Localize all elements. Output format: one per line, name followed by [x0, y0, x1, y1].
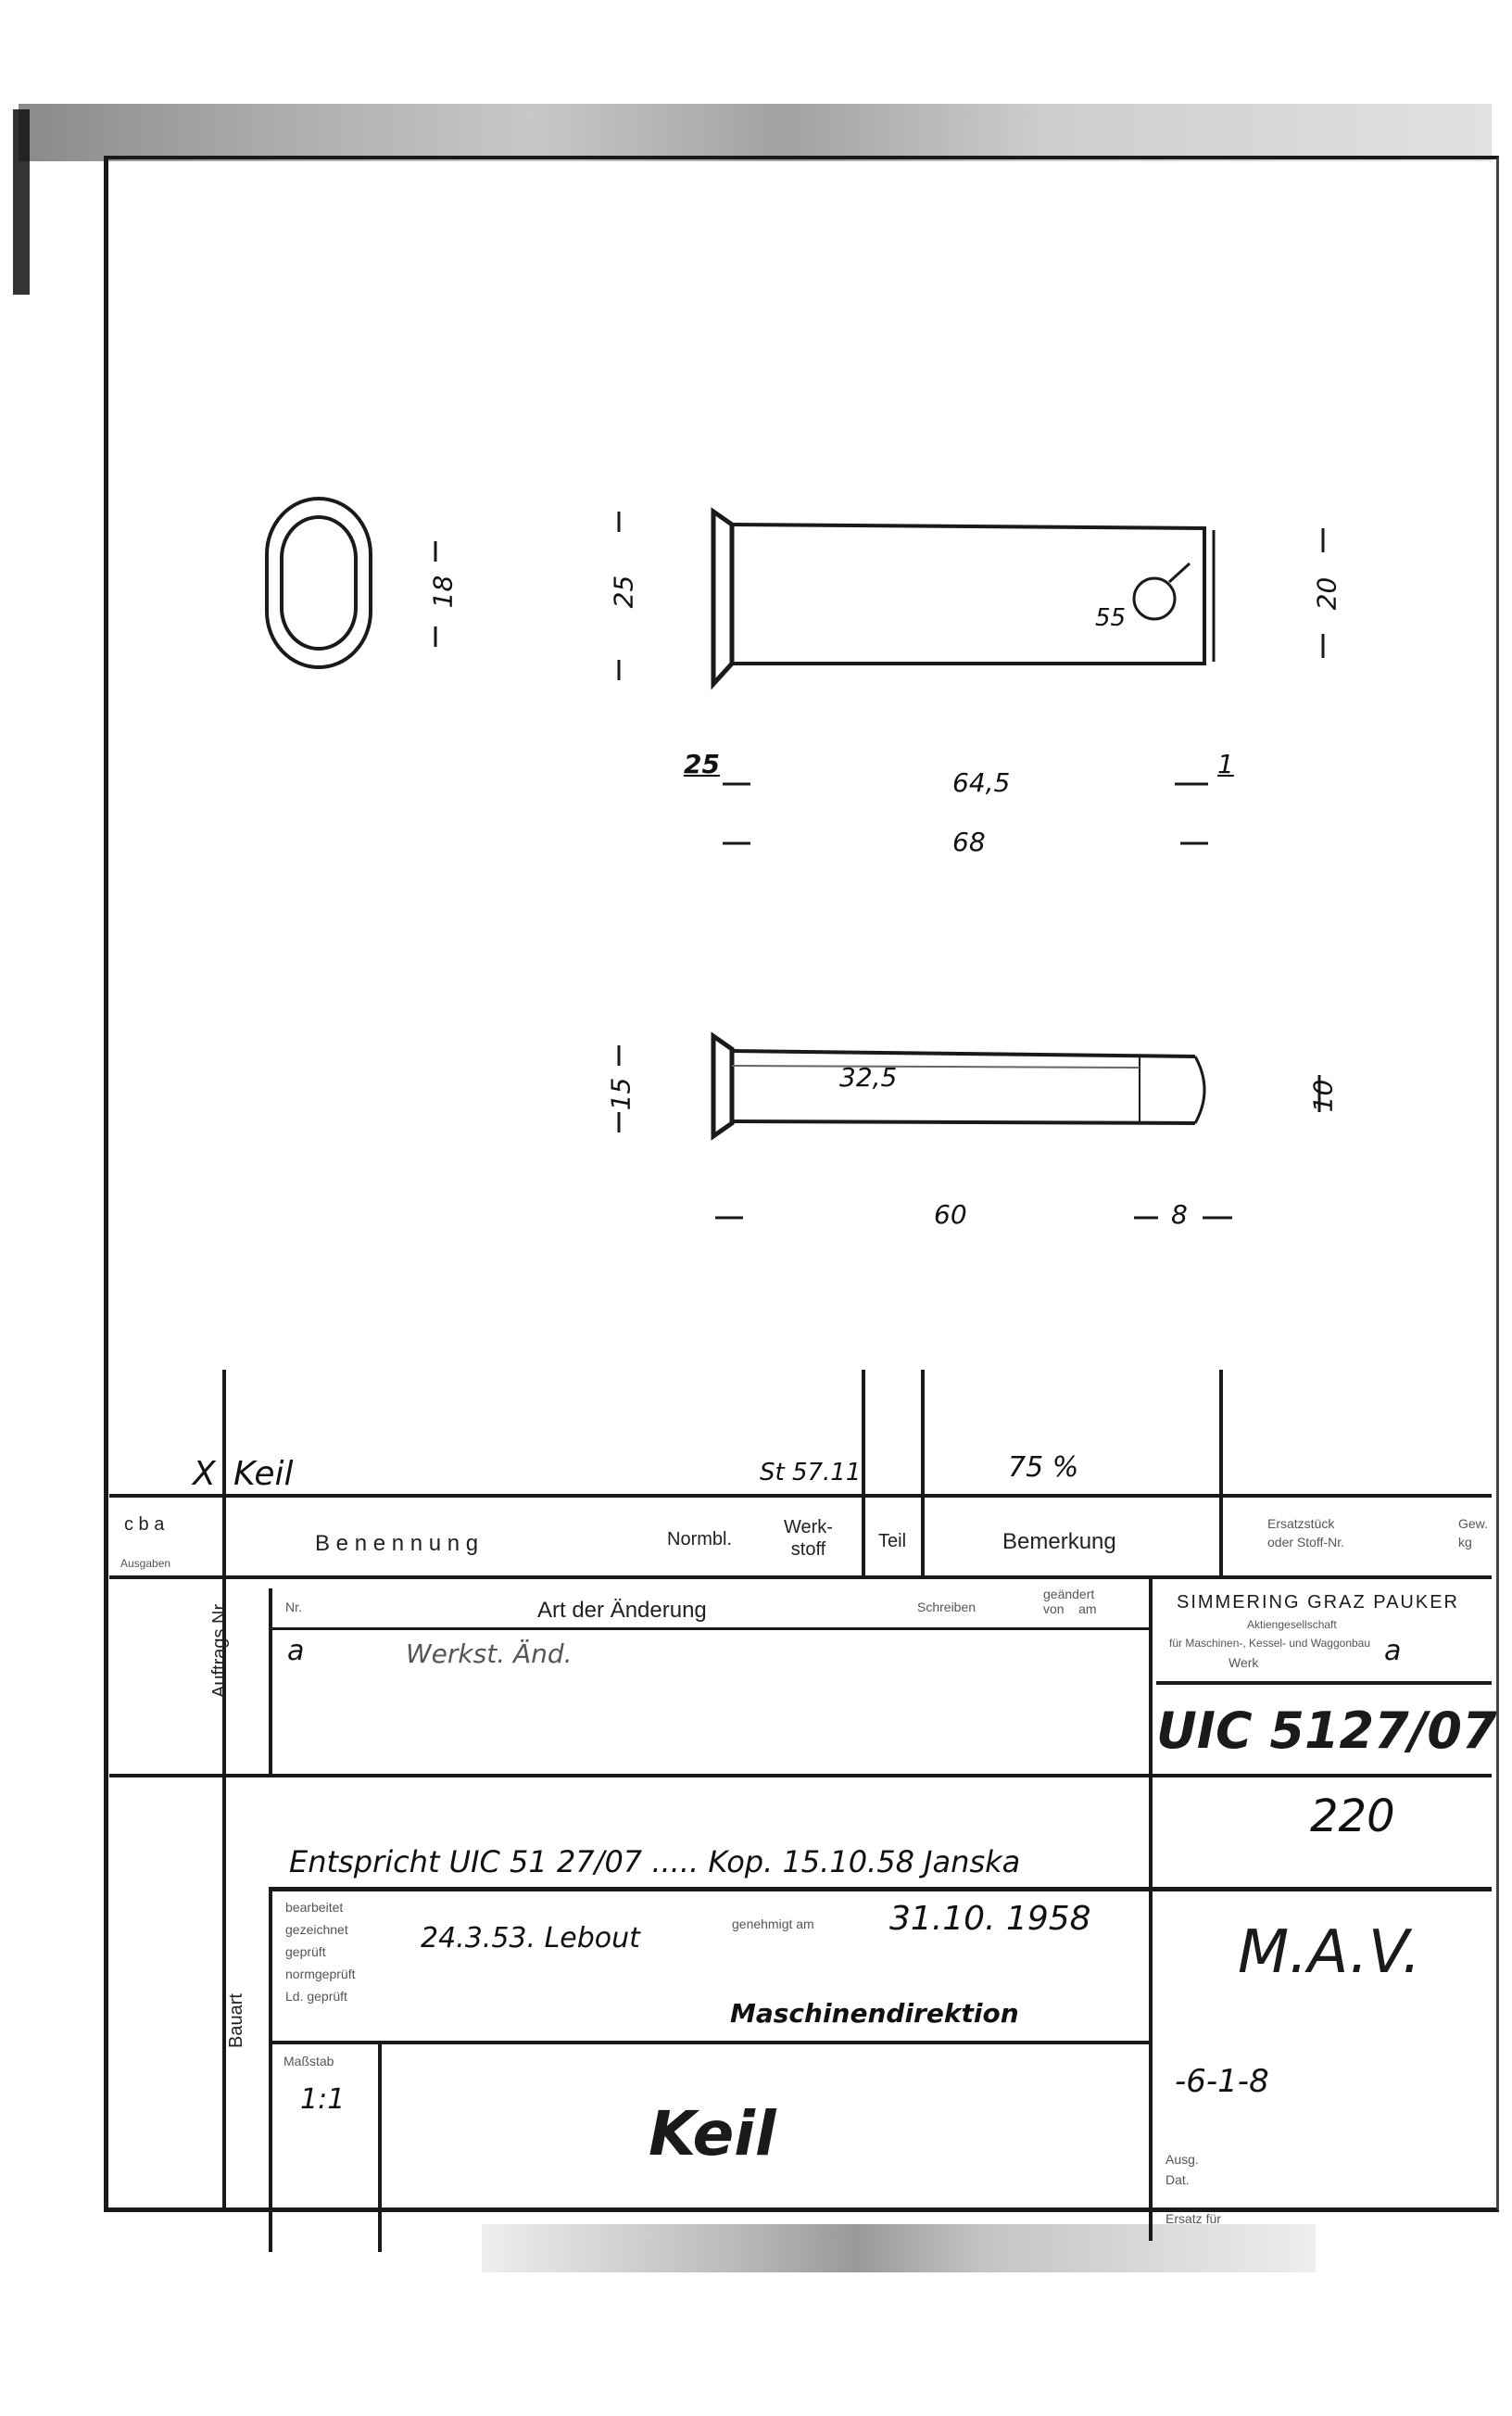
label-genehmigt: genehmigt am: [732, 1916, 814, 1931]
rule-scale-divider: [378, 2041, 382, 2252]
label-normgeprueft: normgeprüft: [285, 1967, 356, 1981]
header-ersatzstueck: Ersatzstück oder Stoff-Nr.: [1267, 1516, 1345, 1550]
drawn-by: 24.3.53. Lebout: [421, 1922, 640, 1954]
drawing-number: UIC 5127/07: [1156, 1701, 1497, 1760]
part-title: Keil: [649, 2098, 776, 2169]
parts-note: 75 %: [1008, 1451, 1079, 1484]
rule-title-top: [269, 2041, 1149, 2044]
side-view-top: [713, 512, 1214, 684]
dim-18: 18: [427, 575, 459, 609]
label-geprueft: geprüft: [285, 1944, 326, 1959]
rule-entspricht: [269, 1887, 1492, 1891]
rule-parts-top: [109, 1494, 1492, 1498]
dim-20: 20: [1311, 576, 1342, 611]
change-letter: a: [287, 1635, 305, 1667]
end-view-inner: [282, 517, 356, 649]
header-ausgaben: Ausgaben: [120, 1557, 171, 1570]
dim-32-5: 32,5: [839, 1062, 898, 1093]
label-ersatz-fuer: Ersatz für: [1166, 2211, 1221, 2226]
rule-signature-left: [269, 1887, 272, 2252]
rule-vertical-a: [222, 1370, 226, 2209]
header-werkstoff: Werk- stoff: [784, 1517, 833, 1560]
entspricht-note: Entspricht UIC 51 27/07 ..... Kop. 15.10.58 Janska: [289, 1844, 1021, 1879]
sheet-number: 220: [1310, 1790, 1395, 1842]
dim-68: 68: [952, 827, 986, 857]
dim-25: 25: [608, 575, 639, 609]
parts-name: Keil: [233, 1455, 294, 1493]
surface-roughness-55: 55: [1095, 604, 1127, 632]
header-normblatt: Normbl.: [667, 1529, 733, 1550]
parts-material: St 57.11: [760, 1459, 862, 1486]
label-auftrags-nr: Auftrags Nr.: [209, 1600, 230, 1698]
header-teil: Teil: [878, 1531, 907, 1551]
label-schreiben: Schreiben: [917, 1600, 976, 1614]
change-text: Werkst. Änd.: [406, 1638, 573, 1669]
header-gewicht: Gew. kg: [1458, 1516, 1488, 1550]
header-cba: c b a: [124, 1514, 165, 1535]
parts-mark: X: [193, 1455, 216, 1493]
dim-60: 60: [934, 1199, 967, 1230]
dim-1: 1: [1217, 749, 1234, 779]
label-ld-geprueft: Ld. geprüft: [285, 1989, 347, 2004]
header-bemerkung: Bemerkung: [1002, 1529, 1116, 1554]
dim-64-5: 64,5: [952, 767, 1011, 798]
company-subtitle: Aktiengesellschaft: [1247, 1618, 1337, 1631]
rule-changes-header: [269, 1627, 1149, 1630]
rule-number-top: [1156, 1681, 1492, 1685]
rule-changes-bottom: [109, 1774, 1492, 1777]
dim-2-5: 25: [684, 749, 720, 779]
label-massstab: Maßstab: [284, 2054, 334, 2068]
surface-symbol: [1134, 578, 1175, 619]
company-name: SIMMERING GRAZ PAUKER: [1177, 1592, 1459, 1613]
rule-vertical-b: [862, 1370, 865, 1579]
label-ausg: Ausg.: [1166, 2152, 1199, 2167]
label-dat: Dat.: [1166, 2172, 1190, 2187]
dim-15: 15: [605, 1077, 636, 1111]
label-bearbeitet: bearbeitet: [285, 1900, 344, 1915]
approval-date: 31.10. 1958: [889, 1900, 1091, 1938]
dim-8: 8: [1171, 1199, 1188, 1230]
label-art-der-aenderung: Art der Änderung: [537, 1598, 707, 1623]
label-gezeichnet: gezeichnet: [285, 1922, 348, 1937]
company-werk: Werk: [1228, 1655, 1259, 1670]
label-geaendert: geändert von am: [1043, 1587, 1097, 1616]
rule-changes-left: [269, 1588, 272, 1774]
dimension-lines: [435, 512, 1323, 1218]
reference-number: -6-1-8: [1175, 2063, 1269, 2100]
label-nr: Nr.: [285, 1600, 302, 1614]
dim-10: 10: [1307, 1079, 1339, 1113]
rule-changes-right: [1149, 1579, 1153, 2241]
rule-vertical-d: [1219, 1370, 1223, 1579]
maschinendirektion: Maschinendirektion: [730, 1998, 1019, 2029]
rule-parts-bottom: [109, 1575, 1492, 1579]
header-benennung: B e n e n n u n g: [315, 1531, 479, 1556]
label-bauart: Bauart: [226, 1993, 246, 2048]
owner-mav: M.A.V.: [1238, 1918, 1421, 1987]
side-view-bottom: [713, 1036, 1204, 1136]
rule-vertical-c: [921, 1370, 925, 1579]
scale-value: 1:1: [300, 2083, 346, 2116]
revision-letter: a: [1384, 1635, 1402, 1667]
company-division: für Maschinen-, Kessel- und Waggonbau: [1169, 1637, 1371, 1650]
